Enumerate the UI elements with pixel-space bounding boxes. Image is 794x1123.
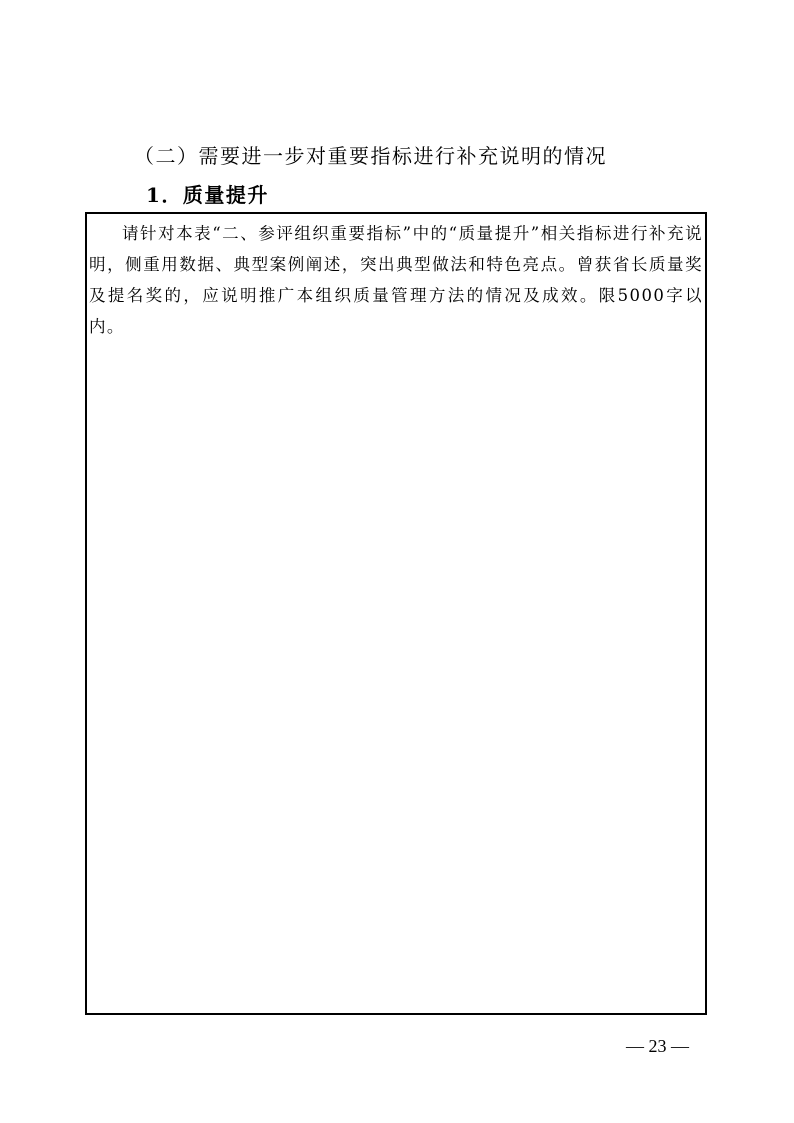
section-heading: （二）需要进一步对重要指标进行补充说明的情况 [134,144,607,168]
instruction-text: 请针对本表“二、参评组织重要指标”中的“质量提升”相关指标进行补充说明，侧重用数据、典型案例阐述，突出典型做法和特色亮点。曾获省长质量奖及提名奖的，应说明推广本组织质量管理方法的情况及成效。限5000字以内。 [89,224,703,336]
supplementary-explanation-box[interactable] [85,212,707,1015]
page-number: — 23 — [626,1036,689,1056]
subsection-heading: 1．质量提升 [146,183,269,207]
